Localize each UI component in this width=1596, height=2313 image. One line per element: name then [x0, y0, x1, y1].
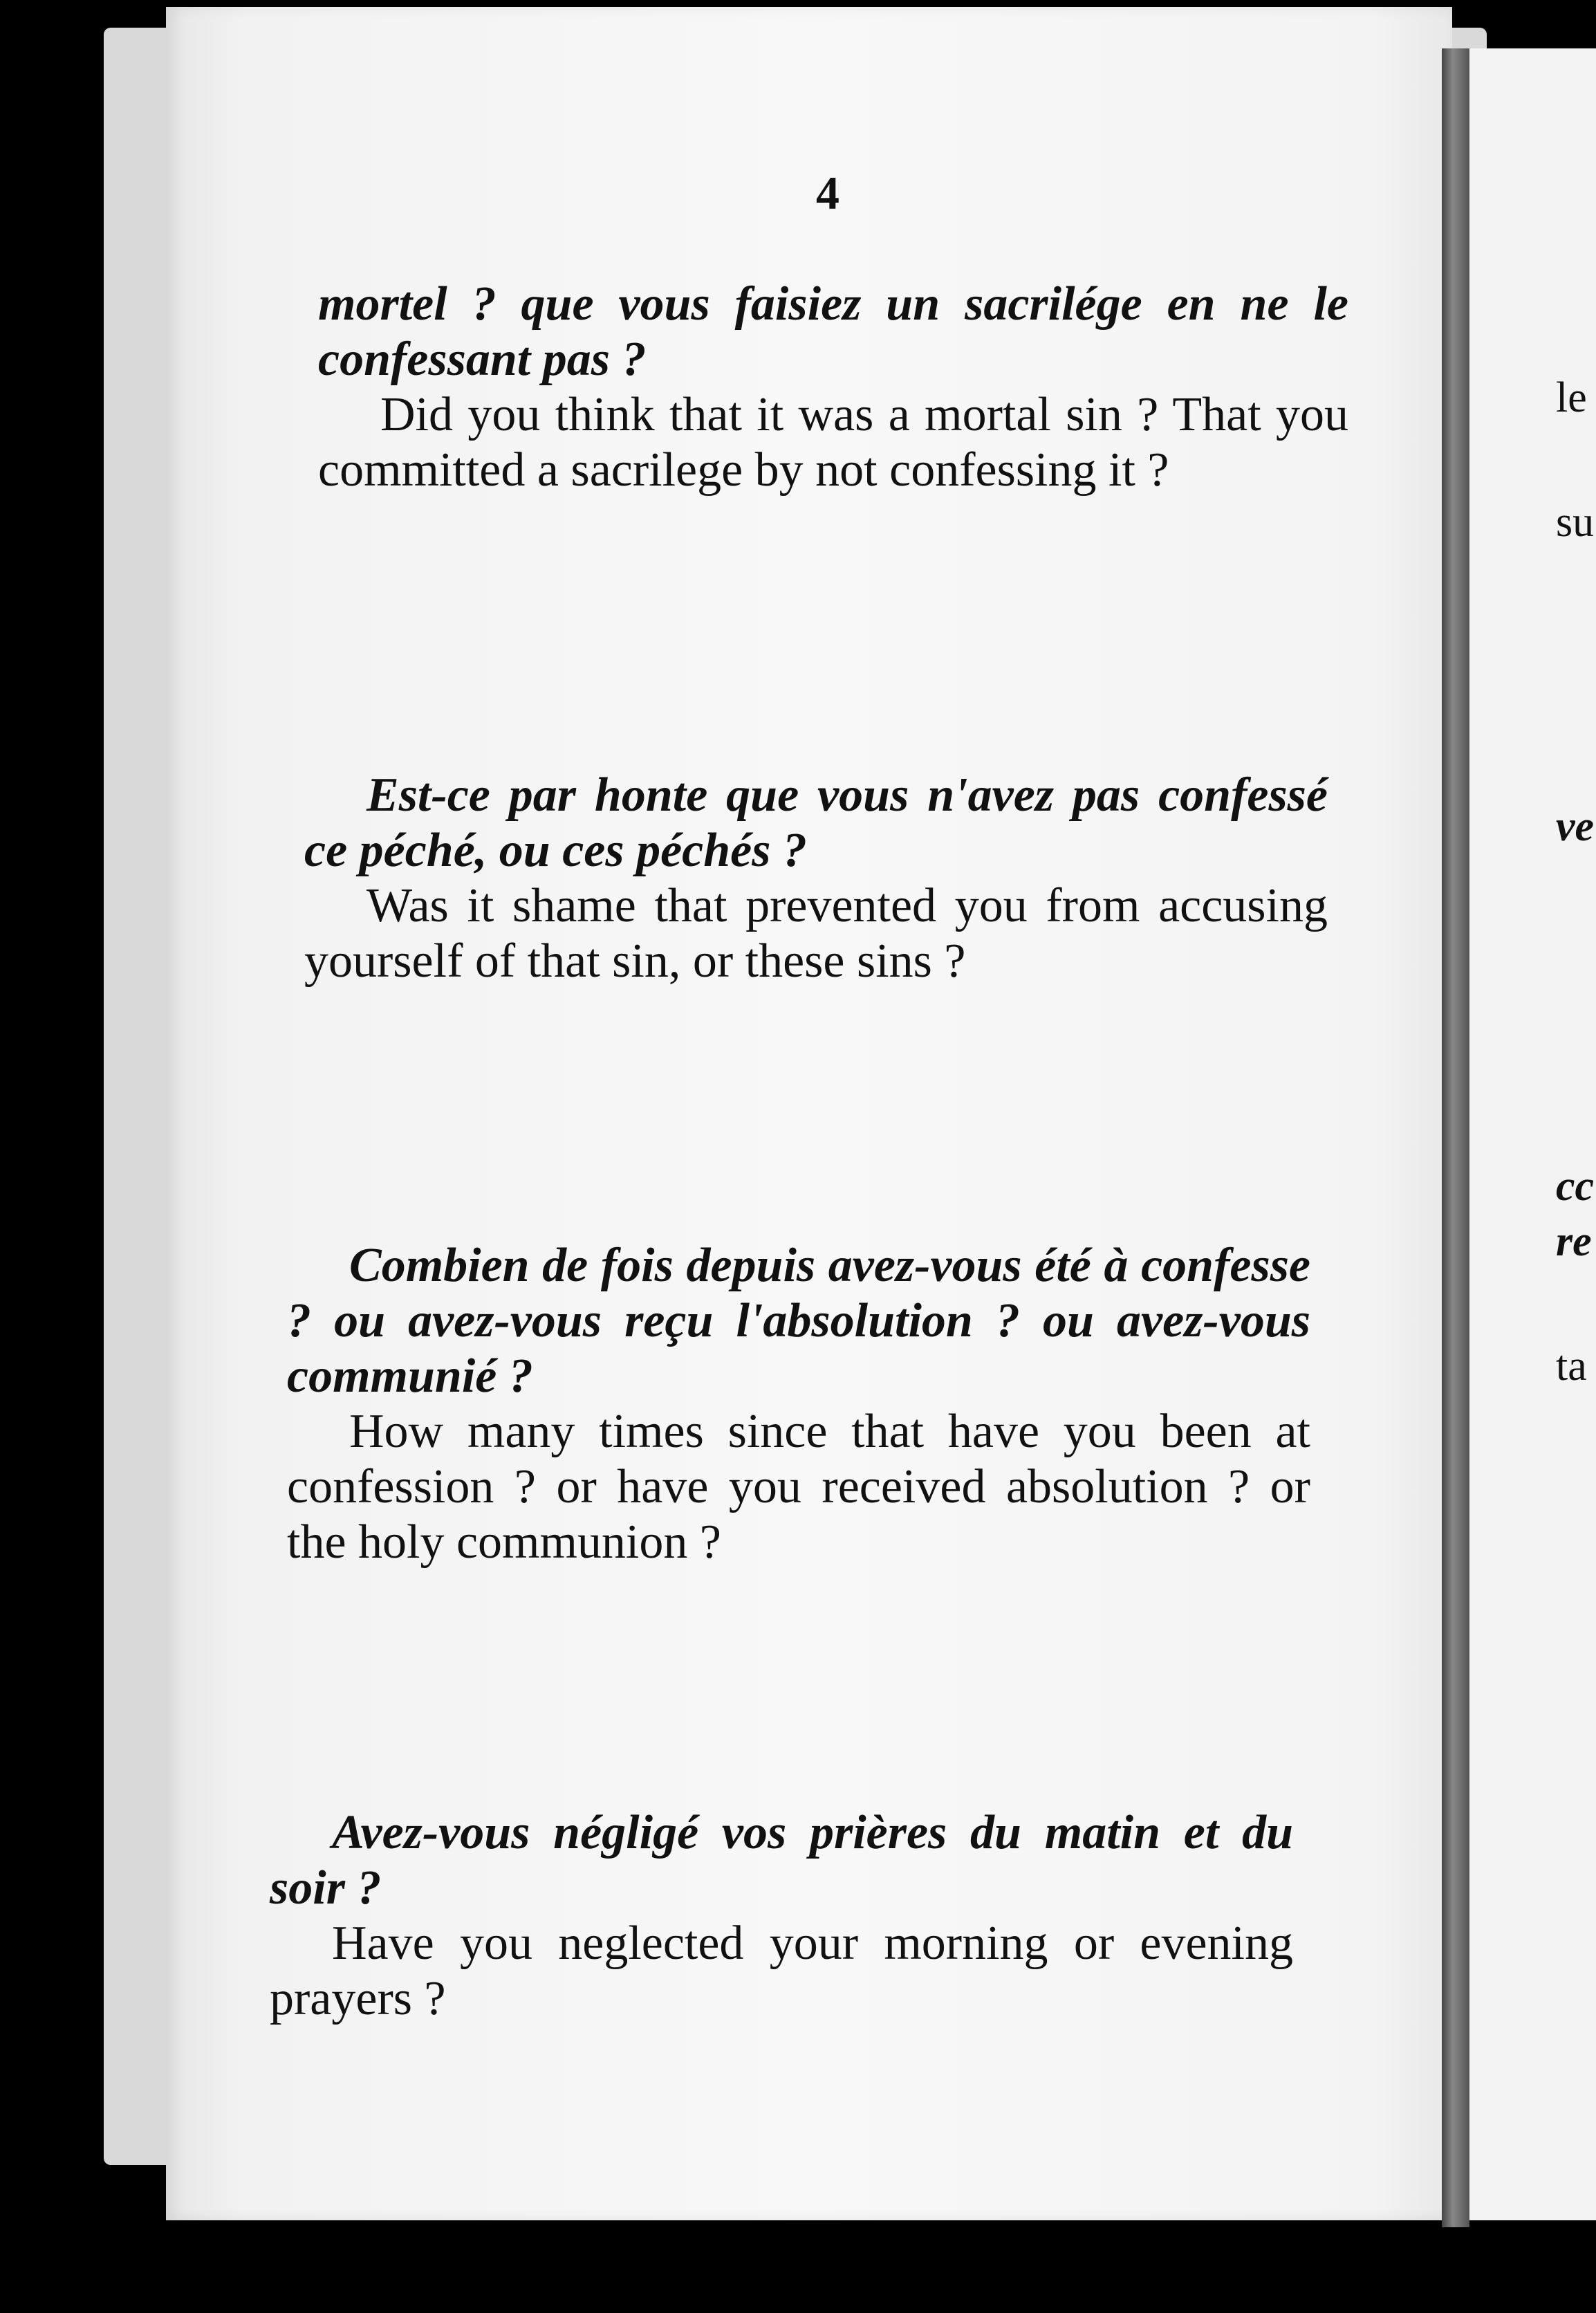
paragraph-1: [318, 277, 1348, 498]
facing-page-fragment: le: [1556, 374, 1587, 421]
french-question: Combien de fois depuis avez-vous été à confesse ? ou avez-vous reçu l'absolution ? ou avez-vous communié ?: [287, 1239, 1310, 1403]
english-translation: Have you neglected your morning or evening prayers ?: [270, 1917, 1293, 2025]
paragraph-2: [304, 768, 1328, 989]
french-question: mortel ? que vous faisiez un sacrilége en ne le confessant pas ?: [318, 277, 1348, 386]
english-translation: Did you think that it was a mortal sin ? That you committed a sacrilege by not confessing it ?: [318, 388, 1348, 497]
facing-page-fragment: su: [1556, 499, 1595, 546]
french-question: Avez-vous négligé vos prières du matin et du soir ?: [270, 1806, 1293, 1915]
page-number: 4: [816, 167, 839, 219]
english-translation: Was it shame that prevented you from accusing yourself of that sin, or these sins ?: [304, 879, 1328, 988]
french-question: Est-ce par honte que vous n'avez pas confessé ce péché, ou ces péchés ?: [304, 768, 1328, 877]
paragraph-4: [270, 1805, 1293, 2027]
paragraph-3: [287, 1238, 1310, 1570]
english-translation: How many times since that have you been at confession ? or have you received absolution ? or the holy communion ?: [287, 1405, 1310, 1569]
book-gutter: [1442, 48, 1469, 2227]
facing-page-fragment: re: [1556, 1218, 1592, 1265]
facing-page-fragment: cc: [1556, 1163, 1595, 1210]
facing-page-fragment: ta: [1556, 1343, 1587, 1390]
facing-page-fragment: ve: [1556, 803, 1595, 850]
